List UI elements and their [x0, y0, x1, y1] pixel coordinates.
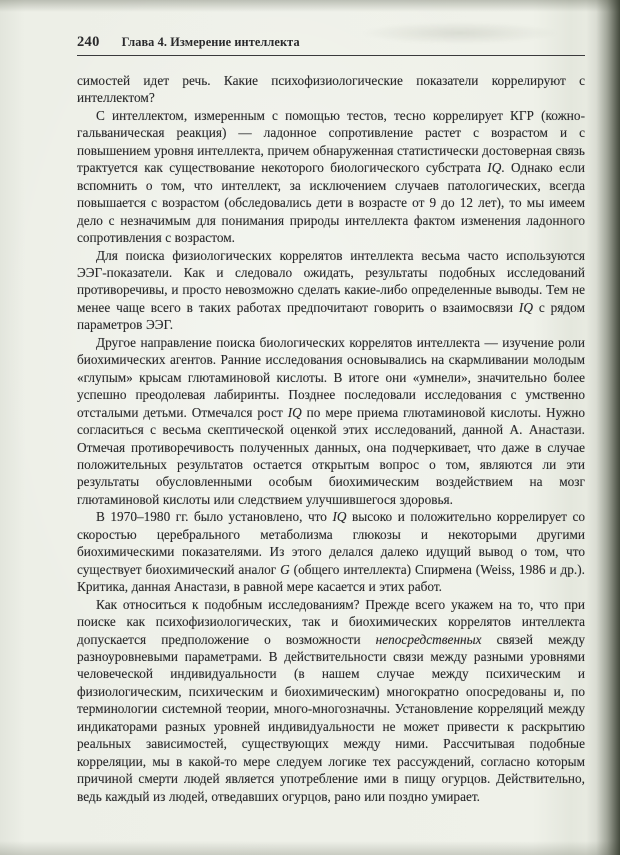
- text-run: С интеллектом, измеренным с помощью тестов, тесно коррелирует КГР (кожно-гальваническая реакция) — ладонное сопротивление растет с возрастом и с повышением уровня интеллекта, причем обнаруженная статистически достоверная связь трактуется как существование некоторого биологического субстрата: [77, 107, 585, 176]
- text-block: [77, 72, 585, 805]
- chapter-running-title: Глава 4. Измерение интеллекта: [121, 35, 300, 49]
- text-run: с рядом параметров ЭЭГ.: [77, 299, 585, 333]
- scan-shadow-right-gutter: [586, 0, 620, 855]
- scan-shadow-top: [0, 0, 620, 12]
- page-number: 240: [77, 34, 100, 50]
- text-run: (общего интеллекта) Спирмена (Weiss, 1986 и др.). Критика, данная Анастази, в равной мере касается и этих работ.: [77, 561, 585, 595]
- italic-run: IQ: [487, 160, 502, 176]
- italic-run: G: [280, 561, 290, 577]
- scan-shadow-bottom: [0, 841, 620, 855]
- italic-run: IQ: [287, 404, 302, 420]
- paragraph: [77, 247, 585, 334]
- text-run: связей между разноуровневыми параметрами. В действительности связи между разными уровнями человеческой индивидуальности (в нашем случае между психическим и физиологическим, психическим и биохимическим) многократно опосредованы и, по терминологии системной теории, много-многозначны. Установление корреляций между индикаторами разных уровней индивидуальности не может привести к раскрытию реальных зависимостей, существующих между ними. Рассчитывая подобные корреляции, мы в какой-то мере следуем логике тех рассуждений, согласно которым причиной смерти людей является употребление ими в пищу огурцов. Действительно, ведь каждый из людей, отведавших огурцов, рано или поздно умирает.: [77, 631, 586, 804]
- paragraph: [77, 107, 585, 247]
- text-run: . Однако если вспомнить о том, что интеллект, за исключением случаев патологических, всегда повышается с возрастом (обследовались дети в возрасте от 9 до 12 лет), то мы имеем дело с незначимым для понимания природы интеллекта фактом изменения ладонного сопротивления с возрастом.: [77, 160, 585, 246]
- text-run: симостей идет речь. Какие психофизиологические показатели коррелируют с интеллектом?: [77, 73, 585, 106]
- italic-run: IQ: [518, 299, 533, 315]
- paragraph: [77, 334, 585, 509]
- running-header: [77, 34, 585, 56]
- text-run: Для поиска физиологических коррелятов интеллекта весьма часто используются ЭЭГ-показатели. Как и следовало ожидать, результаты подобных исследований противоречивы, и просто невозможно сделать какие-либо определенные выводы. Тем не менее чаще всего в таких работах предпочитают говорить о взаимосвязи: [77, 247, 585, 315]
- text-run: В 1970–1980 гг. было установлено, что: [96, 509, 333, 525]
- paragraph: [77, 72, 585, 107]
- text-run: Другое направление поиска биологических коррелятов интеллекта — изучение роли биохимических агентов. Ранние исследования основывались на скармливании молодым «глупым» крысам глютаминовой кислоты. В итоге они «умнели», значительно более успешно преодолевая лабиринты. Позднее последовали исследования с умственно отсталыми детьми. Отмечался рост: [77, 334, 585, 420]
- italic-run: IQ: [332, 509, 347, 525]
- text-run: по мере приема глютаминовой кислоты. Нужно согласиться с весьма скептической оценкой этих исследований, данной А. Анастази. Отмечая противоречивость полученных данных, она подчеркивает, что даже в случае положительных результатов остается открытым вопрос о том, являются ли эти результаты обусловленными особым биохимическим воздействием на мозг глютаминовой кислоты или следствием улучшившегося здоровья.: [77, 404, 585, 507]
- paragraph: [77, 596, 585, 805]
- text-run: высоко и положительно коррелирует со скоростью церебрального метаболизма глюкозы и некоторыми другими биохимическими показателями. Из этого делался далеко идущий вывод о том, что существует биохимический аналог: [77, 509, 585, 577]
- page-content: [77, 34, 585, 805]
- italic-run: непосредственных: [375, 631, 482, 647]
- text-run: Как относиться к подобным исследованиям? Прежде всего укажем на то, что при поиске как психофизиологических, так и биохимических коррелятов интеллекта допускается предположение о возможности: [77, 596, 585, 647]
- paragraph: [77, 508, 585, 595]
